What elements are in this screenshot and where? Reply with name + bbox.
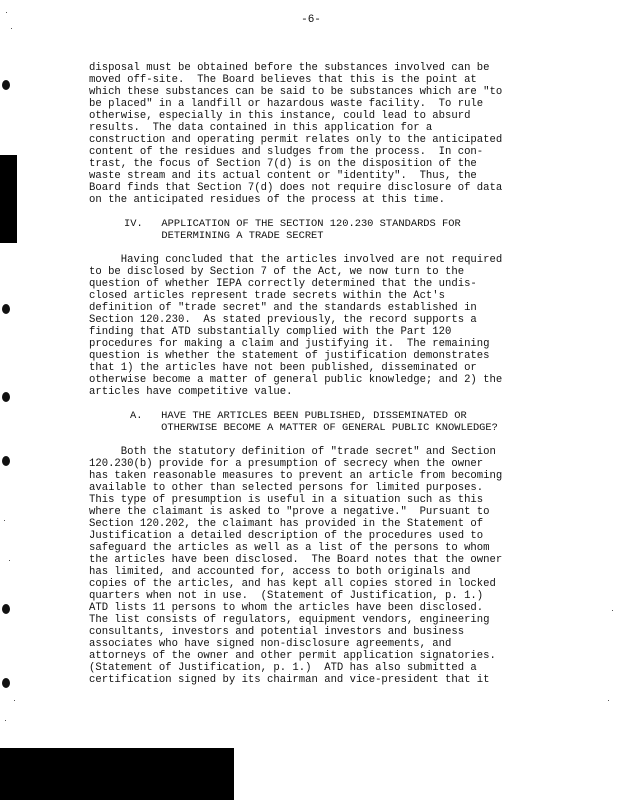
heading-line: IV. APPLICATION OF THE SECTION 120.230 STANDARDS FOR: [124, 218, 461, 230]
heading-line: DETERMINING A TRADE SECRET: [124, 230, 324, 242]
punch-hole-mark: [2, 456, 10, 466]
punch-hole-mark: [2, 604, 10, 614]
text-line: results. The data contained in this application for a: [89, 122, 433, 134]
scan-speck: [11, 28, 12, 29]
text-line: Section 120.230. As stated previously, the record supports a: [89, 314, 477, 326]
text-line: on the anticipated residues of the process at this time.: [89, 194, 446, 206]
text-line: has limited, and accounted for, access to both originals and: [89, 566, 471, 578]
text-line: This type of presumption is useful in a situation such as this: [89, 494, 484, 506]
text-line: available to other than selected persons for limited purposes.: [89, 482, 484, 494]
text-line: finding that ATD substantially complied with the Part 120: [89, 326, 452, 338]
text-line: question is whether the statement of justification demonstrates: [89, 350, 490, 362]
scan-speck: [14, 700, 15, 701]
text-line: Having concluded that the articles involved are not required: [89, 254, 503, 266]
text-line: question of whether IEPA correctly determined that the undis-: [89, 278, 477, 290]
text-line: otherwise become a matter of general public knowledge; and 2) the: [89, 374, 503, 386]
scan-speck: [608, 700, 609, 701]
text-line: ATD lists 11 persons to whom the articles have been disclosed.: [89, 602, 484, 614]
text-line: definition of "trade secret" and the standards established in: [89, 302, 477, 314]
text-line: The list consists of regulators, equipment vendors, engineering: [89, 614, 490, 626]
scan-redaction-bar: [0, 748, 234, 800]
text-line: Board finds that Section 7(d) does not require disclosure of data: [89, 182, 503, 194]
text-line: otherwise, especially in this instance, could lead to absurd: [89, 110, 471, 122]
text-line: to be disclosed by Section 7 of the Act, we now turn to the: [89, 266, 465, 278]
text-line: consultants, investors and potential investors and business: [89, 626, 465, 638]
punch-hole-mark: [2, 678, 10, 688]
text-line: certification signed by its chairman and vice-president that it: [89, 674, 490, 686]
punch-hole-mark: [2, 80, 10, 90]
text-line: copies of the articles, and has kept all copies stored in locked: [89, 578, 496, 590]
heading-line: A. HAVE THE ARTICLES BEEN PUBLISHED, DISSEMINATED OR: [130, 410, 467, 422]
page-number: -6-: [301, 14, 321, 26]
text-line: has taken reasonable measures to prevent an article from becoming: [89, 470, 503, 482]
scan-speck: [4, 520, 5, 521]
text-line: (Statement of Justification, p. 1.) ATD has also submitted a: [89, 662, 477, 674]
text-line: Both the statutory definition of "trade secret" and Section: [89, 446, 496, 458]
text-line: 120.230(b) provide for a presumption of secrecy when the owner: [89, 458, 484, 470]
text-line: waste stream and its actual content or "identity". Thus, the: [89, 170, 477, 182]
punch-hole-mark: [2, 304, 10, 314]
scan-speck: [6, 12, 7, 13]
text-line: trast, the focus of Section 7(d) is on the disposition of the: [89, 158, 477, 170]
text-line: moved off-site. The Board believes that this is the point at: [89, 74, 477, 86]
text-line: disposal must be obtained before the substances involved can be: [89, 62, 490, 74]
scan-speck: [612, 610, 613, 611]
text-line: which these substances can be said to be substances which are "to: [89, 86, 503, 98]
text-line: closed articles represent trade secrets within the Act's: [89, 290, 446, 302]
scan-speck: [5, 720, 6, 721]
text-line: be placed" in a landfill or hazardous waste facility. To rule: [89, 98, 484, 110]
scan-speck: [9, 560, 10, 561]
text-line: construction and operating permit relates only to the anticipated: [89, 134, 503, 146]
text-line: articles have competitive value.: [89, 386, 293, 398]
text-line: that 1) the articles have not been published, disseminated or: [89, 362, 477, 374]
text-line: procedures for making a claim and justifying it. The remaining: [89, 338, 490, 350]
text-line: associates who have signed non-disclosure agreements, and: [89, 638, 452, 650]
punch-hole-mark: [2, 392, 10, 402]
text-line: Justification a detailed description of the procedures used to: [89, 530, 484, 542]
text-line: Section 120.202, the claimant has provided in the Statement of: [89, 518, 484, 530]
text-line: quarters when not in use. (Statement of Justification, p. 1.): [89, 590, 484, 602]
text-line: where the claimant is asked to "prove a negative." Pursuant to: [89, 506, 490, 518]
text-line: attorneys of the owner and other permit application signatories.: [89, 650, 496, 662]
scan-redaction-bar: [0, 155, 17, 243]
heading-line: OTHERWISE BECOME A MATTER OF GENERAL PUBLIC KNOWLEDGE?: [130, 422, 498, 434]
text-line: content of the residues and sludges from the process. In con-: [89, 146, 484, 158]
text-line: the articles have been disclosed. The Board notes that the owner: [89, 554, 503, 566]
text-line: safeguard the articles as well as a list of the persons to whom: [89, 542, 490, 554]
